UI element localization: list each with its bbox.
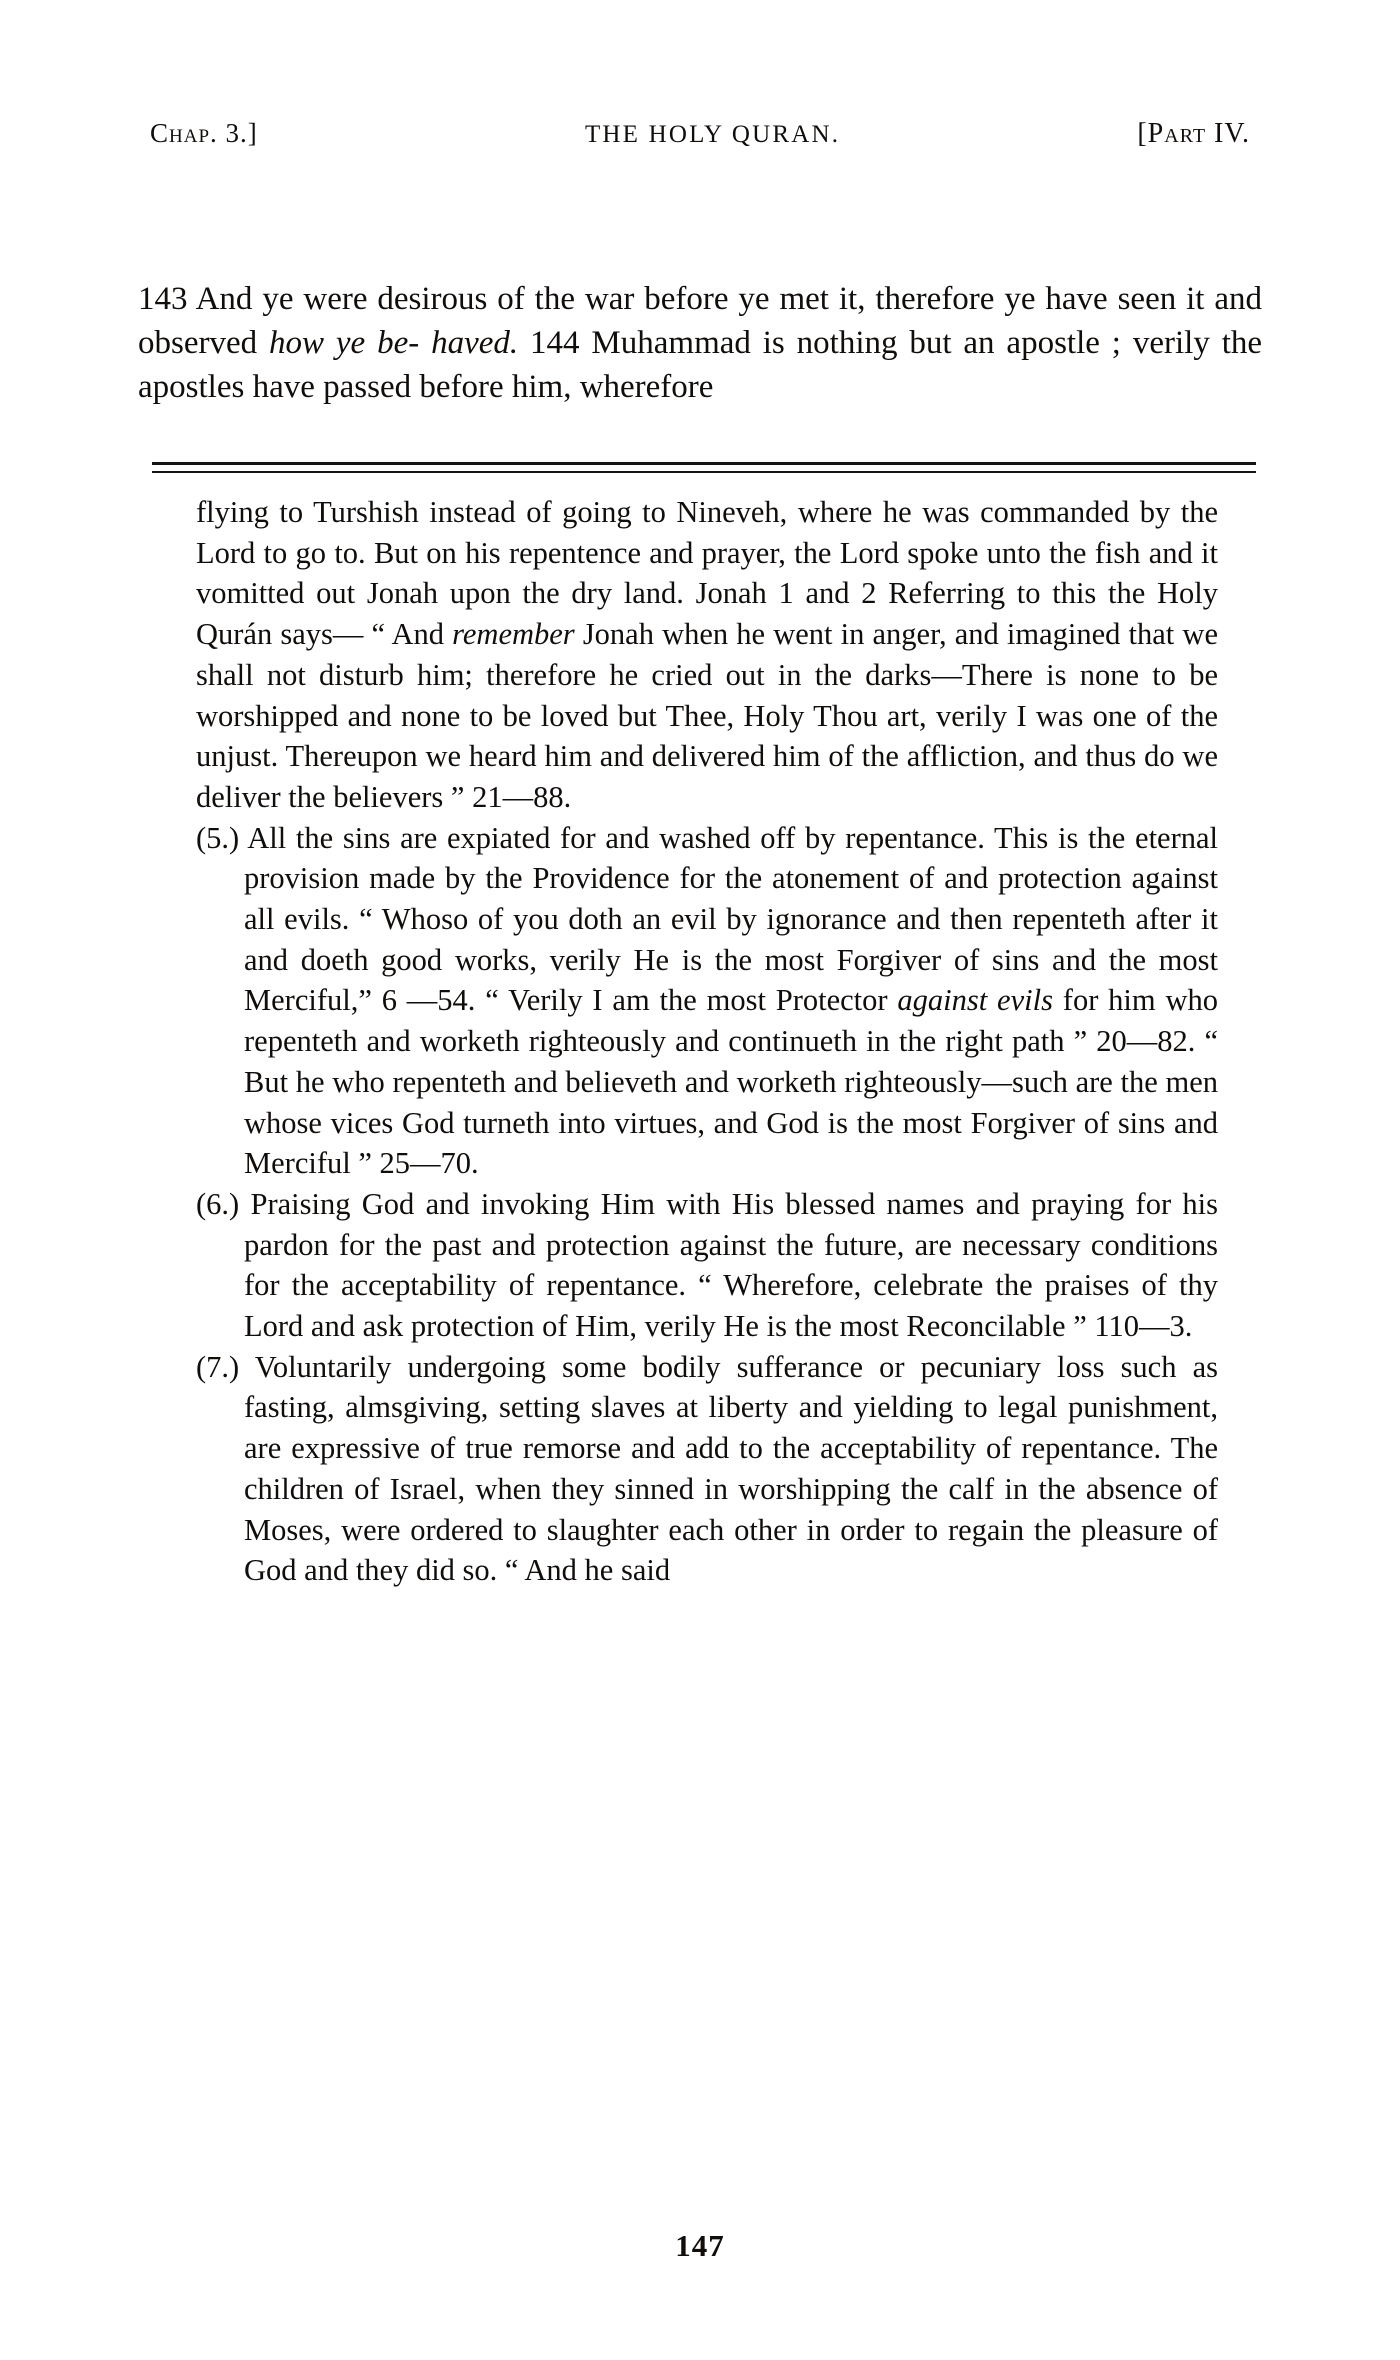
verse-line-3b: 144 Muhammad is nothing but an apostle ; (518, 324, 1121, 361)
running-head (150, 118, 1250, 158)
commentary-jonah-italic: remember (452, 617, 575, 652)
page-number: 147 (675, 2228, 725, 2263)
verse-line-4: verily the apostles have passed before him, wherefore (138, 324, 1263, 405)
verse-line-2b-italic: how ye be- (269, 324, 420, 361)
commentary-5-part-b: for him who repenteth and worketh righteously and continueth in the right path ” 20—82. “ But he who repenteth and believeth and worketh righteously—such are the men whose vices God turneth into virtues, and God is the most Forgiver of sins and Merciful ” 25—70. (244, 983, 1218, 1181)
commentary-jonah-part-b: Jonah when he went in anger, and imagined that we shall not disturb him; therefore he cried out in the darks—There is none to be worshipped and none to be loved but Thee, Holy Thou art, verily I was one of the unjust. Thereupon we heard him and delivered him of the affliction, and thus do we deliver the believers ” 21—88. (196, 617, 1218, 814)
running-head-title: THE HOLY QURAN. (584, 121, 841, 148)
divider-rule-lower (152, 471, 1256, 473)
commentary-5-italic: against evils (897, 983, 1053, 1018)
verse-line-2a: it, therefore ye have seen it and observed (138, 281, 1263, 361)
commentary-body (196, 492, 1218, 1591)
verse-body (138, 278, 1262, 410)
commentary-paragraph-7: (7.) Voluntarily undergoing some bodily sufferance or pecuniary loss such as fasting, almsgiving, setting slaves at liberty and yielding to legal punishment, are expressive of true remorse and add to the acceptability of repentance. The children of Israel, when they sinned in worshipping the calf in the absence of Moses, were ordered to slaughter each other in order to regain the pleasure of God and they did so. “ And he said (196, 1349, 1218, 1588)
verse-line-3a-italic: haved. (431, 324, 519, 361)
commentary-5-part-a: (5.) All the sins are expiated for and washed off by repentance. This is the eternal provision made by the Providence for the atonement of and protection against all evils. “ Whoso of you doth an evil by ignorance and then repenteth after it and doeth good works, verily He is the most Forgiver of sins and the most Merciful,” 6 —54. “ Verily I am the most Protector (196, 820, 1218, 1018)
running-head-chapter: Chap. 3.] (150, 118, 258, 148)
verse-line-1: 143 And ye were desirous of the war before ye met (138, 281, 829, 317)
commentary-paragraph-6: (6.) Praising God and invoking Him with His blessed names and praying for his pardon for the past and protection against the future, are necessary conditions for the acceptability of repentance. “ Wherefore, celebrate the praises of thy Lord and ask protection of Him, verily He is the most Reconcilable ” 110—3. (196, 1186, 1218, 1344)
commentary-paragraph-jonah (196, 492, 1218, 818)
running-head-part: [Part IV. (1137, 118, 1250, 149)
commentary-paragraph-5 (196, 818, 1218, 1184)
divider-rule-upper (152, 462, 1256, 465)
commentary-jonah-part-a: flying to Turshish instead of going to Nineveh, where he was commanded by the Lord to go to. But on his repentence and prayer, the Lord spoke unto the fish and it vomitted out Jonah upon the dry land. Jonah 1 and 2 Referring to this the Holy Qurán says— “ And (196, 495, 1218, 652)
